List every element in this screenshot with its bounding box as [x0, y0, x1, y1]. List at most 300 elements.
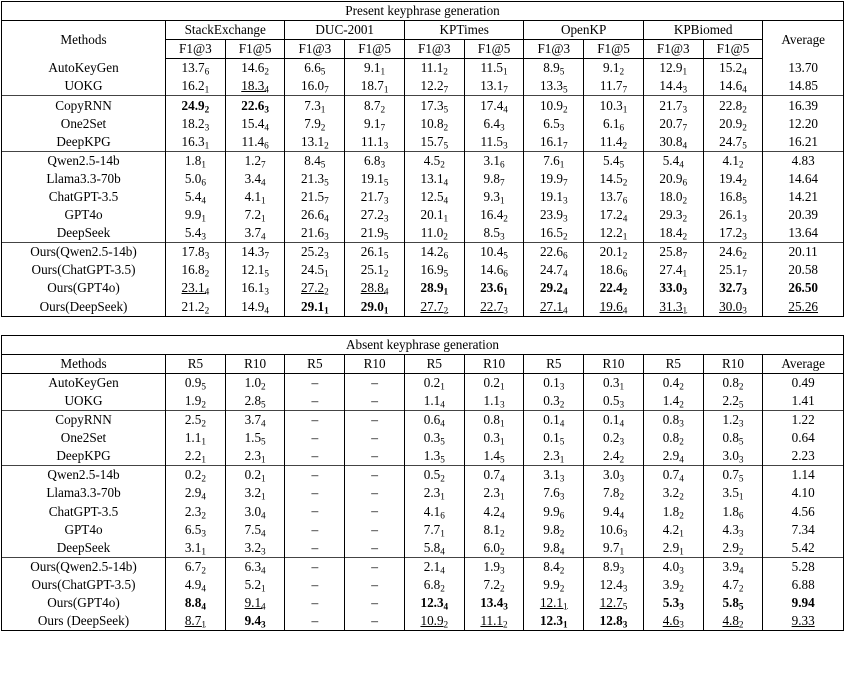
table-row	[2, 429, 844, 447]
metric-value: $2.3_1$	[404, 484, 464, 502]
metric-value: $9.8_2$	[524, 521, 584, 539]
metric-header: F1@3	[643, 40, 703, 59]
metric-value: $8.9_5$	[524, 59, 584, 78]
average-value: 26.50	[763, 279, 844, 297]
metric-value: $21.7_3$	[345, 188, 405, 206]
metric-value: $8.1_2$	[464, 521, 524, 539]
average-value: 16.39	[763, 96, 844, 115]
average-value: 20.58	[763, 261, 844, 279]
metric-value: –	[285, 612, 345, 631]
table-row	[2, 447, 844, 466]
metric-value: $12.1_1$	[524, 594, 584, 612]
metric-value: $4.0_3$	[643, 557, 703, 576]
dataset-header-kptimes: KPTimes	[404, 21, 523, 40]
table-row	[2, 557, 844, 576]
metric-value: $5.2_1$	[225, 576, 285, 594]
metric-value: $4.6_3$	[643, 612, 703, 631]
metric-value: $14.6_6$	[464, 261, 524, 279]
metric-value: $10.8_2$	[404, 115, 464, 133]
average-value: 1.22	[763, 411, 844, 430]
metric-value: $0.2_1$	[404, 373, 464, 392]
metric-value: $19.6_4$	[584, 298, 644, 317]
metric-value: –	[285, 594, 345, 612]
section-title: Absent keyphrase generation	[2, 335, 844, 354]
metric-value: $2.3_1$	[225, 447, 285, 466]
metric-value: $9.9_6$	[524, 503, 584, 521]
metric-value: $4.7_2$	[703, 576, 763, 594]
metric-value: $24.7_4$	[524, 261, 584, 279]
metric-value: $0.3_5$	[404, 429, 464, 447]
metric-value: $0.8_2$	[643, 429, 703, 447]
metric-value: $0.8_3$	[643, 411, 703, 430]
metric-value: $2.9_2$	[703, 539, 763, 558]
metric-value: $0.5_2$	[404, 466, 464, 485]
metric-value: $11.5_3$	[464, 133, 524, 152]
metric-value: $6.7_2$	[166, 557, 226, 576]
metric-value: $0.1_5$	[524, 429, 584, 447]
metric-value: $0.8_5$	[703, 429, 763, 447]
metric-value: $1.1_3$	[464, 392, 524, 411]
metric-header: R5	[404, 354, 464, 373]
table-row	[2, 243, 844, 262]
method-name: DeepSeek	[2, 539, 166, 558]
metric-value: $0.7_5$	[703, 466, 763, 485]
method-name: Ours (DeepSeek)	[2, 612, 166, 631]
metric-value: $27.1_4$	[524, 298, 584, 317]
metric-value: $20.7_7$	[643, 115, 703, 133]
metric-value: $7.8_2$	[584, 484, 644, 502]
metric-header: F1@5	[225, 40, 285, 59]
metric-value: $25.8_7$	[643, 243, 703, 262]
metric-value: –	[345, 521, 405, 539]
metric-value: $5.8_5$	[703, 594, 763, 612]
metric-value: $13.3_5$	[524, 77, 584, 96]
metric-value: $11.4_6$	[225, 133, 285, 152]
metric-value: $30.8_4$	[643, 133, 703, 152]
metric-value: $0.4_2$	[643, 373, 703, 392]
metric-value: $16.0_7$	[285, 77, 345, 96]
metric-header: F1@3	[404, 40, 464, 59]
method-name: One2Set	[2, 115, 166, 133]
metric-value: $22.8_2$	[703, 96, 763, 115]
metric-value: $21.3_5$	[285, 170, 345, 188]
method-name: CopyRNN	[2, 411, 166, 430]
metric-value: –	[285, 411, 345, 430]
metric-header: R10	[345, 354, 405, 373]
metric-header: R10	[225, 354, 285, 373]
table-row	[2, 503, 844, 521]
section-gap	[2, 316, 844, 335]
metric-value: $5.4_3$	[166, 224, 226, 243]
metric-value: $0.9_5$	[166, 373, 226, 392]
metric-value: $20.1_2$	[584, 243, 644, 262]
average-value: 2.23	[763, 447, 844, 466]
table-row	[2, 411, 844, 430]
metric-value: $7.3_1$	[285, 96, 345, 115]
metric-value: $3.7_4$	[225, 224, 285, 243]
method-name: Ours(Qwen2.5-14b)	[2, 243, 166, 262]
metric-value: $22.7_3$	[464, 298, 524, 317]
metric-value: $3.0_4$	[225, 503, 285, 521]
metric-value: $4.1_1$	[225, 188, 285, 206]
metric-value: $8.5_3$	[464, 224, 524, 243]
metric-value: $1.0_2$	[225, 373, 285, 392]
average-value: 7.34	[763, 521, 844, 539]
metric-value: $4.2_4$	[464, 503, 524, 521]
metric-value: $2.8_5$	[225, 392, 285, 411]
metric-value: $3.5_1$	[703, 484, 763, 502]
metric-value: $21.7_3$	[643, 96, 703, 115]
metric-value: $17.2_4$	[584, 206, 644, 224]
metric-value: $12.4_3$	[584, 576, 644, 594]
metric-value: –	[345, 576, 405, 594]
metric-value: –	[285, 576, 345, 594]
metric-value: $0.2_3$	[584, 429, 644, 447]
metric-value: $5.4_5$	[584, 151, 644, 170]
metric-value: $3.4_4$	[225, 170, 285, 188]
metric-value: $24.7_5$	[703, 133, 763, 152]
metric-value: $9.9_1$	[166, 206, 226, 224]
metric-value: $9.1_4$	[225, 594, 285, 612]
metric-value: $21.2_2$	[166, 298, 226, 317]
metric-value: $29.2_4$	[524, 279, 584, 297]
table-row	[2, 59, 844, 78]
table-row	[2, 261, 844, 279]
average-value: 5.42	[763, 539, 844, 558]
metric-value: $3.2_3$	[225, 539, 285, 558]
method-name: Ours(ChatGPT-3.5)	[2, 576, 166, 594]
metric-value: $24.6_2$	[703, 243, 763, 262]
average-value: 13.64	[763, 224, 844, 243]
metric-value: $8.7_2$	[345, 96, 405, 115]
method-name: One2Set	[2, 429, 166, 447]
metric-value: $16.8_5$	[703, 188, 763, 206]
table-row	[2, 115, 844, 133]
methods-header: Methods	[2, 354, 166, 373]
metric-value: $11.1_2$	[404, 59, 464, 78]
metric-value: $18.0_2$	[643, 188, 703, 206]
metric-value: $1.4_2$	[643, 392, 703, 411]
metric-value: $10.9_2$	[524, 96, 584, 115]
metric-value: $18.2_3$	[166, 115, 226, 133]
method-name: Ours(ChatGPT-3.5)	[2, 261, 166, 279]
metric-value: $24.5_1$	[285, 261, 345, 279]
metric-value: $26.1_5$	[345, 243, 405, 262]
average-value: 13.70	[763, 59, 844, 78]
dataset-header-row	[2, 21, 844, 40]
metric-value: $22.6_3$	[225, 96, 285, 115]
average-value: 14.85	[763, 77, 844, 96]
method-name: ChatGPT-3.5	[2, 188, 166, 206]
metric-value: $12.5_4$	[404, 188, 464, 206]
metric-value: $18.6_6$	[584, 261, 644, 279]
metric-value: $26.1_3$	[703, 206, 763, 224]
metric-value: –	[345, 373, 405, 392]
metric-header: R10	[703, 354, 763, 373]
metric-value: –	[285, 447, 345, 466]
metric-value: $10.4_5$	[464, 243, 524, 262]
metric-header: F1@3	[166, 40, 226, 59]
metric-value: $7.2_2$	[464, 576, 524, 594]
metric-value: $3.1_6$	[464, 151, 524, 170]
metric-value: $0.1_4$	[524, 411, 584, 430]
metric-value: $12.3_1$	[524, 612, 584, 631]
metric-value: $11.1_3$	[345, 133, 405, 152]
metric-value: $9.4_4$	[584, 503, 644, 521]
metric-value: $3.2_2$	[643, 484, 703, 502]
metric-value: $17.4_4$	[464, 96, 524, 115]
metric-value: $4.9_4$	[166, 576, 226, 594]
metric-value: –	[345, 484, 405, 502]
average-value: 9.94	[763, 594, 844, 612]
metric-value: $1.1_4$	[404, 392, 464, 411]
metric-value: $4.3_3$	[703, 521, 763, 539]
metric-value: $12.7_5$	[584, 594, 644, 612]
metric-value: $29.1_1$	[285, 298, 345, 317]
metric-value: $3.9_2$	[643, 576, 703, 594]
metric-value: $8.4_5$	[285, 151, 345, 170]
metric-value: $1.9_2$	[166, 392, 226, 411]
metric-value: $2.9_4$	[643, 447, 703, 466]
metric-value: $2.2_5$	[703, 392, 763, 411]
average-value: 9.33	[763, 612, 844, 631]
metric-value: $1.9_3$	[464, 557, 524, 576]
average-value: 0.49	[763, 373, 844, 392]
average-value: 4.56	[763, 503, 844, 521]
metric-value: –	[345, 557, 405, 576]
metric-value: $0.5_3$	[584, 392, 644, 411]
metric-value: $19.9_7$	[524, 170, 584, 188]
metric-value: $3.2_1$	[225, 484, 285, 502]
metric-value: $15.7_5$	[404, 133, 464, 152]
method-name: ChatGPT-3.5	[2, 503, 166, 521]
metric-header: R5	[524, 354, 584, 373]
gap-cell	[2, 316, 844, 335]
metric-value: $6.8_2$	[404, 576, 464, 594]
metric-value: $10.9_2$	[404, 612, 464, 631]
metric-value: $9.8_7$	[464, 170, 524, 188]
metric-header: R5	[166, 354, 226, 373]
table-row	[2, 151, 844, 170]
metric-header: F1@3	[285, 40, 345, 59]
metric-value: $31.3_1$	[643, 298, 703, 317]
table-row	[2, 298, 844, 317]
metric-value: $5.8_4$	[404, 539, 464, 558]
metric-header: F1@5	[584, 40, 644, 59]
metric-value: $9.9_2$	[524, 576, 584, 594]
metric-value: $1.2_7$	[225, 151, 285, 170]
metric-value: $6.6_5$	[285, 59, 345, 78]
metric-value: $23.9_3$	[524, 206, 584, 224]
metric-value: $2.9_1$	[643, 539, 703, 558]
table-row	[2, 77, 844, 96]
metric-value: $3.1_3$	[524, 466, 584, 485]
metric-value: $9.4_3$	[225, 612, 285, 631]
metric-value: $23.6_1$	[464, 279, 524, 297]
metric-value: $2.5_2$	[166, 411, 226, 430]
metric-value: –	[345, 392, 405, 411]
method-name: DeepKPG	[2, 447, 166, 466]
method-name: AutoKeyGen	[2, 59, 166, 78]
method-name: GPT4o	[2, 521, 166, 539]
table-row	[2, 224, 844, 243]
metric-header: F1@5	[464, 40, 524, 59]
metric-value: $27.2_2$	[285, 279, 345, 297]
metric-value: $1.8_6$	[703, 503, 763, 521]
metric-value: $1.5_5$	[225, 429, 285, 447]
metric-value: $12.2_7$	[404, 77, 464, 96]
metric-value: $3.9_4$	[703, 557, 763, 576]
metric-value: –	[345, 429, 405, 447]
metric-value: $1.2_3$	[703, 411, 763, 430]
metric-value: $3.1_1$	[166, 539, 226, 558]
metric-value: $7.7_1$	[404, 521, 464, 539]
metric-value: $6.4_3$	[464, 115, 524, 133]
metric-value: $28.8_4$	[345, 279, 405, 297]
metric-value: $16.1_3$	[225, 279, 285, 297]
average-value: 20.39	[763, 206, 844, 224]
method-name: Ours(Qwen2.5-14b)	[2, 557, 166, 576]
metric-value: $11.1_2$	[464, 612, 524, 631]
metric-value: $18.3_4$	[225, 77, 285, 96]
metric-value: $29.3_2$	[643, 206, 703, 224]
metric-value: $9.1_1$	[345, 59, 405, 78]
average-value: 5.28	[763, 557, 844, 576]
metric-value: $9.1_7$	[345, 115, 405, 133]
metric-value: $24.9_2$	[166, 96, 226, 115]
metric-value: $13.7_6$	[166, 59, 226, 78]
metric-value: $16.8_2$	[166, 261, 226, 279]
metric-value: $11.7_7$	[584, 77, 644, 96]
metric-value: $5.4_4$	[643, 151, 703, 170]
metric-value: $4.2_1$	[643, 521, 703, 539]
table-row	[2, 521, 844, 539]
table-row	[2, 539, 844, 558]
metric-value: $21.5_7$	[285, 188, 345, 206]
metric-header: R5	[285, 354, 345, 373]
metric-value: $0.8_1$	[464, 411, 524, 430]
metric-value: $27.7_2$	[404, 298, 464, 317]
metric-value: $2.3_2$	[166, 503, 226, 521]
method-name: Qwen2.5-14b	[2, 151, 166, 170]
metric-value: –	[345, 594, 405, 612]
metric-value: $2.2_1$	[166, 447, 226, 466]
metric-header: F1@3	[524, 40, 584, 59]
metric-value: $25.1_7$	[703, 261, 763, 279]
metric-value: $2.1_4$	[404, 557, 464, 576]
metric-value: $3.7_4$	[225, 411, 285, 430]
metric-value: $3.0_3$	[703, 447, 763, 466]
dataset-header-stackexchange: StackExchange	[166, 21, 285, 40]
table-row	[2, 206, 844, 224]
metric-value: $6.3_4$	[225, 557, 285, 576]
average-value: 14.21	[763, 188, 844, 206]
method-name: CopyRNN	[2, 96, 166, 115]
metric-value: $8.7_1$	[166, 612, 226, 631]
metric-value: $16.9_5$	[404, 261, 464, 279]
method-name: UOKG	[2, 77, 166, 96]
metric-value: $6.1_6$	[584, 115, 644, 133]
metric-value: –	[285, 557, 345, 576]
metric-value: $14.2_6$	[404, 243, 464, 262]
metric-value: $4.5_2$	[404, 151, 464, 170]
dataset-header-kpbiomed: KPBiomed	[643, 21, 762, 40]
metric-value: $27.4_1$	[643, 261, 703, 279]
metric-value: $10.6_3$	[584, 521, 644, 539]
average-value: 4.83	[763, 151, 844, 170]
metric-value: $7.5_4$	[225, 521, 285, 539]
metric-value: $13.1_7$	[464, 77, 524, 96]
method-name: Llama3.3-70b	[2, 170, 166, 188]
metric-value: $0.3_1$	[464, 429, 524, 447]
metric-value: –	[345, 612, 405, 631]
metric-value: $25.2_3$	[285, 243, 345, 262]
metric-header: F1@5	[345, 40, 405, 59]
table-row	[2, 594, 844, 612]
metric-value: $5.0_6$	[166, 170, 226, 188]
metric-value: $17.2_3$	[703, 224, 763, 243]
metric-value: $4.1_6$	[404, 503, 464, 521]
metric-value: $18.4_2$	[643, 224, 703, 243]
metric-value: –	[285, 392, 345, 411]
metric-value: –	[285, 373, 345, 392]
average-value: 1.14	[763, 466, 844, 485]
metric-value: $16.4_2$	[464, 206, 524, 224]
metric-value: $2.3_1$	[524, 447, 584, 466]
metric-value: $0.2_1$	[225, 466, 285, 485]
method-name: Ours(GPT4o)	[2, 594, 166, 612]
metric-value: $7.6_1$	[524, 151, 584, 170]
metric-value: –	[345, 503, 405, 521]
metric-value: $7.2_1$	[225, 206, 285, 224]
section-title: Present keyphrase generation	[2, 2, 844, 21]
table-row	[2, 466, 844, 485]
metric-value: $0.3_1$	[584, 373, 644, 392]
method-name: Qwen2.5-14b	[2, 466, 166, 485]
metric-value: $20.9_2$	[703, 115, 763, 133]
metric-value: $0.1_3$	[524, 373, 584, 392]
metric-value: $4.1_2$	[703, 151, 763, 170]
metric-value: –	[345, 411, 405, 430]
metric-value: $7.9_2$	[285, 115, 345, 133]
metric-value: $8.4_2$	[524, 557, 584, 576]
metric-value: $1.1_1$	[166, 429, 226, 447]
table-row	[2, 484, 844, 502]
metric-value: $16.5_2$	[524, 224, 584, 243]
metric-value: $16.2_1$	[166, 77, 226, 96]
average-value: 20.11	[763, 243, 844, 262]
average-header: Average	[763, 21, 844, 59]
metric-value: $30.0_3$	[703, 298, 763, 317]
metric-value: $22.6_6$	[524, 243, 584, 262]
metric-value: $14.6_4$	[703, 77, 763, 96]
method-name: Llama3.3-70b	[2, 484, 166, 502]
table-figure	[0, 1, 845, 698]
metric-value: $22.4_2$	[584, 279, 644, 297]
section-title-row	[2, 2, 844, 21]
metric-value: $5.4_4$	[166, 188, 226, 206]
metric-value: $0.2_1$	[464, 373, 524, 392]
metric-value: $4.8_2$	[703, 612, 763, 631]
metric-value: $19.1_5$	[345, 170, 405, 188]
metric-value: $21.6_3$	[285, 224, 345, 243]
metric-value: $13.7_6$	[584, 188, 644, 206]
metric-value: $11.4_2$	[584, 133, 644, 152]
metric-value: $14.3_7$	[225, 243, 285, 262]
average-value: 14.64	[763, 170, 844, 188]
table-row	[2, 188, 844, 206]
metric-value: –	[345, 466, 405, 485]
